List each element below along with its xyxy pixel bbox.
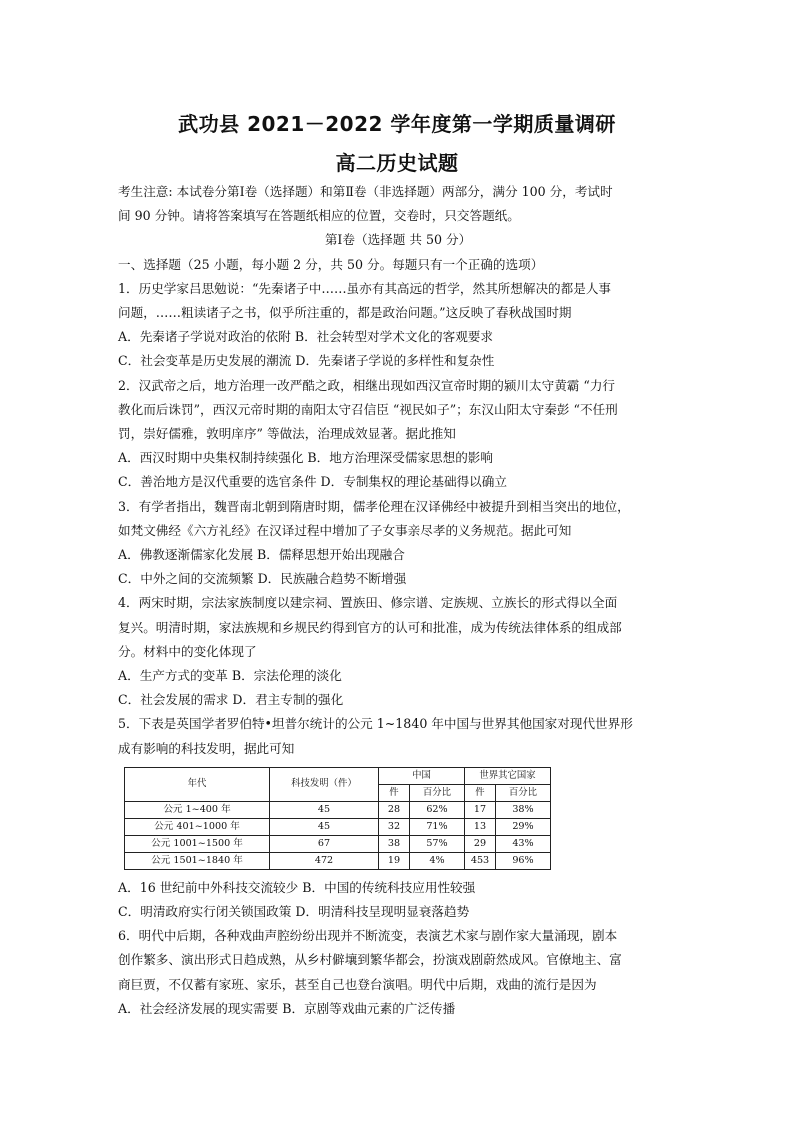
cell-china-count: 28 xyxy=(379,801,410,818)
question-1 xyxy=(118,277,678,374)
table-row xyxy=(125,818,551,835)
header-china: 中国 xyxy=(379,767,465,784)
question-text: 6．明代中后期，各种戏曲声腔纷纷出现并不断流变，表演艺术家与剧作家大量涌现，剧本 xyxy=(118,928,618,944)
question-text: 商巨贾，不仅蓄有家班、家乐，甚至自己也登台演唱。明代中后期，戏曲的流行是因为 xyxy=(118,976,597,992)
part-title: 第Ⅰ卷（选择题 共 50 分） xyxy=(324,232,472,248)
header-era: 年代 xyxy=(125,767,270,801)
cell-world-percent: 29% xyxy=(496,818,551,835)
question-text: 创作繁多、演出形式日趋成熟，从乡村僻壤到繁华都会，扮演戏剧蔚然成风。官僚地主、富 xyxy=(118,952,622,968)
cell-world-count: 29 xyxy=(465,835,496,852)
question-3 xyxy=(118,495,678,592)
header-tech: 科技发明（件） xyxy=(270,767,379,801)
question-text: 复兴。明清时期，家法族规和乡规民约得到官方的认可和批准，成为传统法律体系的组成部 xyxy=(118,619,622,635)
section-instruction: 一、选择题（25 小题，每小题 2 分，共 50 分。每题只有一个正确的选项） xyxy=(118,256,544,272)
header-percent: 百分比 xyxy=(496,784,551,801)
cell-china-count: 32 xyxy=(379,818,410,835)
question-2 xyxy=(118,374,678,495)
cell-era: 公元 401~1000 年 xyxy=(125,818,270,835)
question-text: 成有影响的科技发明，据此可知 xyxy=(118,740,295,756)
cell-world-percent: 43% xyxy=(496,835,551,852)
cell-china-count: 38 xyxy=(379,835,410,852)
table-row xyxy=(125,835,551,852)
header-count: 件 xyxy=(465,784,496,801)
option-line: C．社会发展的需求 D．君主专制的强化 xyxy=(118,692,344,708)
option-line: A．社会经济发展的现实需要 B．京剧等戏曲元素的广泛传播 xyxy=(118,1000,456,1016)
cell-total: 45 xyxy=(270,801,379,818)
cell-china-count: 19 xyxy=(379,852,410,869)
question-text: 4．两宋时期，宗法家族制度以建宗祠、置族田、修宗谱、定族规、立族长的形式得以全面 xyxy=(118,595,618,611)
option-line: A．佛教逐渐儒家化发展 B．儒释思想开始出现融合 xyxy=(118,547,405,563)
cell-total: 45 xyxy=(270,818,379,835)
question-text: 1．历史学家吕思勉说：“先秦诸子中……虽亦有其高远的哲学，然其所想解决的都是人事 xyxy=(118,280,612,296)
question-text: 分。材料中的变化体现了 xyxy=(118,643,257,659)
header-world: 世界其它国家 xyxy=(465,767,551,784)
cell-era: 公元 1~400 年 xyxy=(125,801,270,818)
option-line: A．16 世纪前中外科技交流较少 B．中国的传统科技应用性较强 xyxy=(118,879,476,895)
header-count: 件 xyxy=(379,784,410,801)
notice-line: 考生注意: 本试卷分第Ⅰ卷（选择题）和第Ⅱ卷（非选择题）两部分，满分 100 分，考试时 xyxy=(118,184,613,199)
notice-line: 间 90 分钟。请将答案填写在答题纸相应的位置，交卷时，只交答题纸。 xyxy=(118,208,520,224)
question-text: 5．下表是英国学者罗伯特•坦普尔统计的公元 1~1840 年中国与世界其他国家对现代世界形 xyxy=(118,716,633,732)
question-text: 罚，崇好儒雅，敦明庠序” 等做法，治理成效显著。据此推知 xyxy=(118,426,456,442)
table-row xyxy=(125,801,551,818)
cell-world-percent: 96% xyxy=(496,852,551,869)
question-4 xyxy=(118,591,678,712)
cell-world-count: 17 xyxy=(465,801,496,818)
cell-china-percent: 62% xyxy=(410,801,465,818)
table-row xyxy=(125,852,551,869)
cell-total: 472 xyxy=(270,852,379,869)
question-text: 问题，……粗读诸子之书，似乎所注重的，都是政治问题。”这反映了春秋战国时期 xyxy=(118,305,572,321)
question-text: 3．有学者指出，魏晋南北朝到隋唐时期，儒孝伦理在汉译佛经中被提升到相当突出的地位， xyxy=(118,498,630,514)
option-line: A．西汉时期中央集权制持续强化 B．地方治理深受儒家思想的影响 xyxy=(118,450,493,466)
option-line: C．中外之间的交流频繁 D．民族融合趋势不断增强 xyxy=(118,571,407,587)
cell-era: 公元 1501~1840 年 xyxy=(125,852,270,869)
option-line: C．善治地方是汉代重要的选官条件 D．专制集权的理论基础得以确立 xyxy=(118,474,507,490)
invention-table xyxy=(124,767,551,870)
option-line: A．生产方式的变革 B．宗法伦理的淡化 xyxy=(118,668,342,684)
option-line: C．社会变革是历史发展的潮流 D．先秦诸子学说的多样性和复杂性 xyxy=(118,353,495,369)
exam-subtitle: 高二历史试题 xyxy=(335,151,459,175)
question-text: 教化而后诛罚”，西汉元帝时期的南阳太守召信臣 “视民如子”；东汉山阳太守秦彭 “不任刑 xyxy=(118,401,618,417)
cell-total: 67 xyxy=(270,835,379,852)
exam-title: 武功县 2021－2022 学年度第一学期质量调研 xyxy=(178,112,616,136)
question-text: 如梵文佛经《六方礼经》在汉译过程中增加了子女事亲尽孝的义务规范。据此可知 xyxy=(118,522,572,538)
option-line: C．明清政府实行闭关锁国政策 D．明清科技呈现明显衰落趋势 xyxy=(118,904,470,920)
exam-body xyxy=(118,180,678,1021)
header-percent: 百分比 xyxy=(410,784,465,801)
question-5 xyxy=(118,712,678,924)
cell-world-percent: 38% xyxy=(496,801,551,818)
cell-era: 公元 1001~1500 年 xyxy=(125,835,270,852)
cell-world-count: 453 xyxy=(465,852,496,869)
question-text: 2．汉武帝之后，地方治理一改严酷之政，相继出现如西汉宣帝时期的颍川太守黄霸 “力行 xyxy=(118,377,616,393)
cell-china-percent: 4% xyxy=(410,852,465,869)
cell-china-percent: 71% xyxy=(410,818,465,835)
cell-world-count: 13 xyxy=(465,818,496,835)
cell-china-percent: 57% xyxy=(410,835,465,852)
question-6 xyxy=(118,924,678,1021)
option-line: A．先秦诸子学说对政治的依附 B．社会转型对学术文化的客观要求 xyxy=(118,329,493,345)
